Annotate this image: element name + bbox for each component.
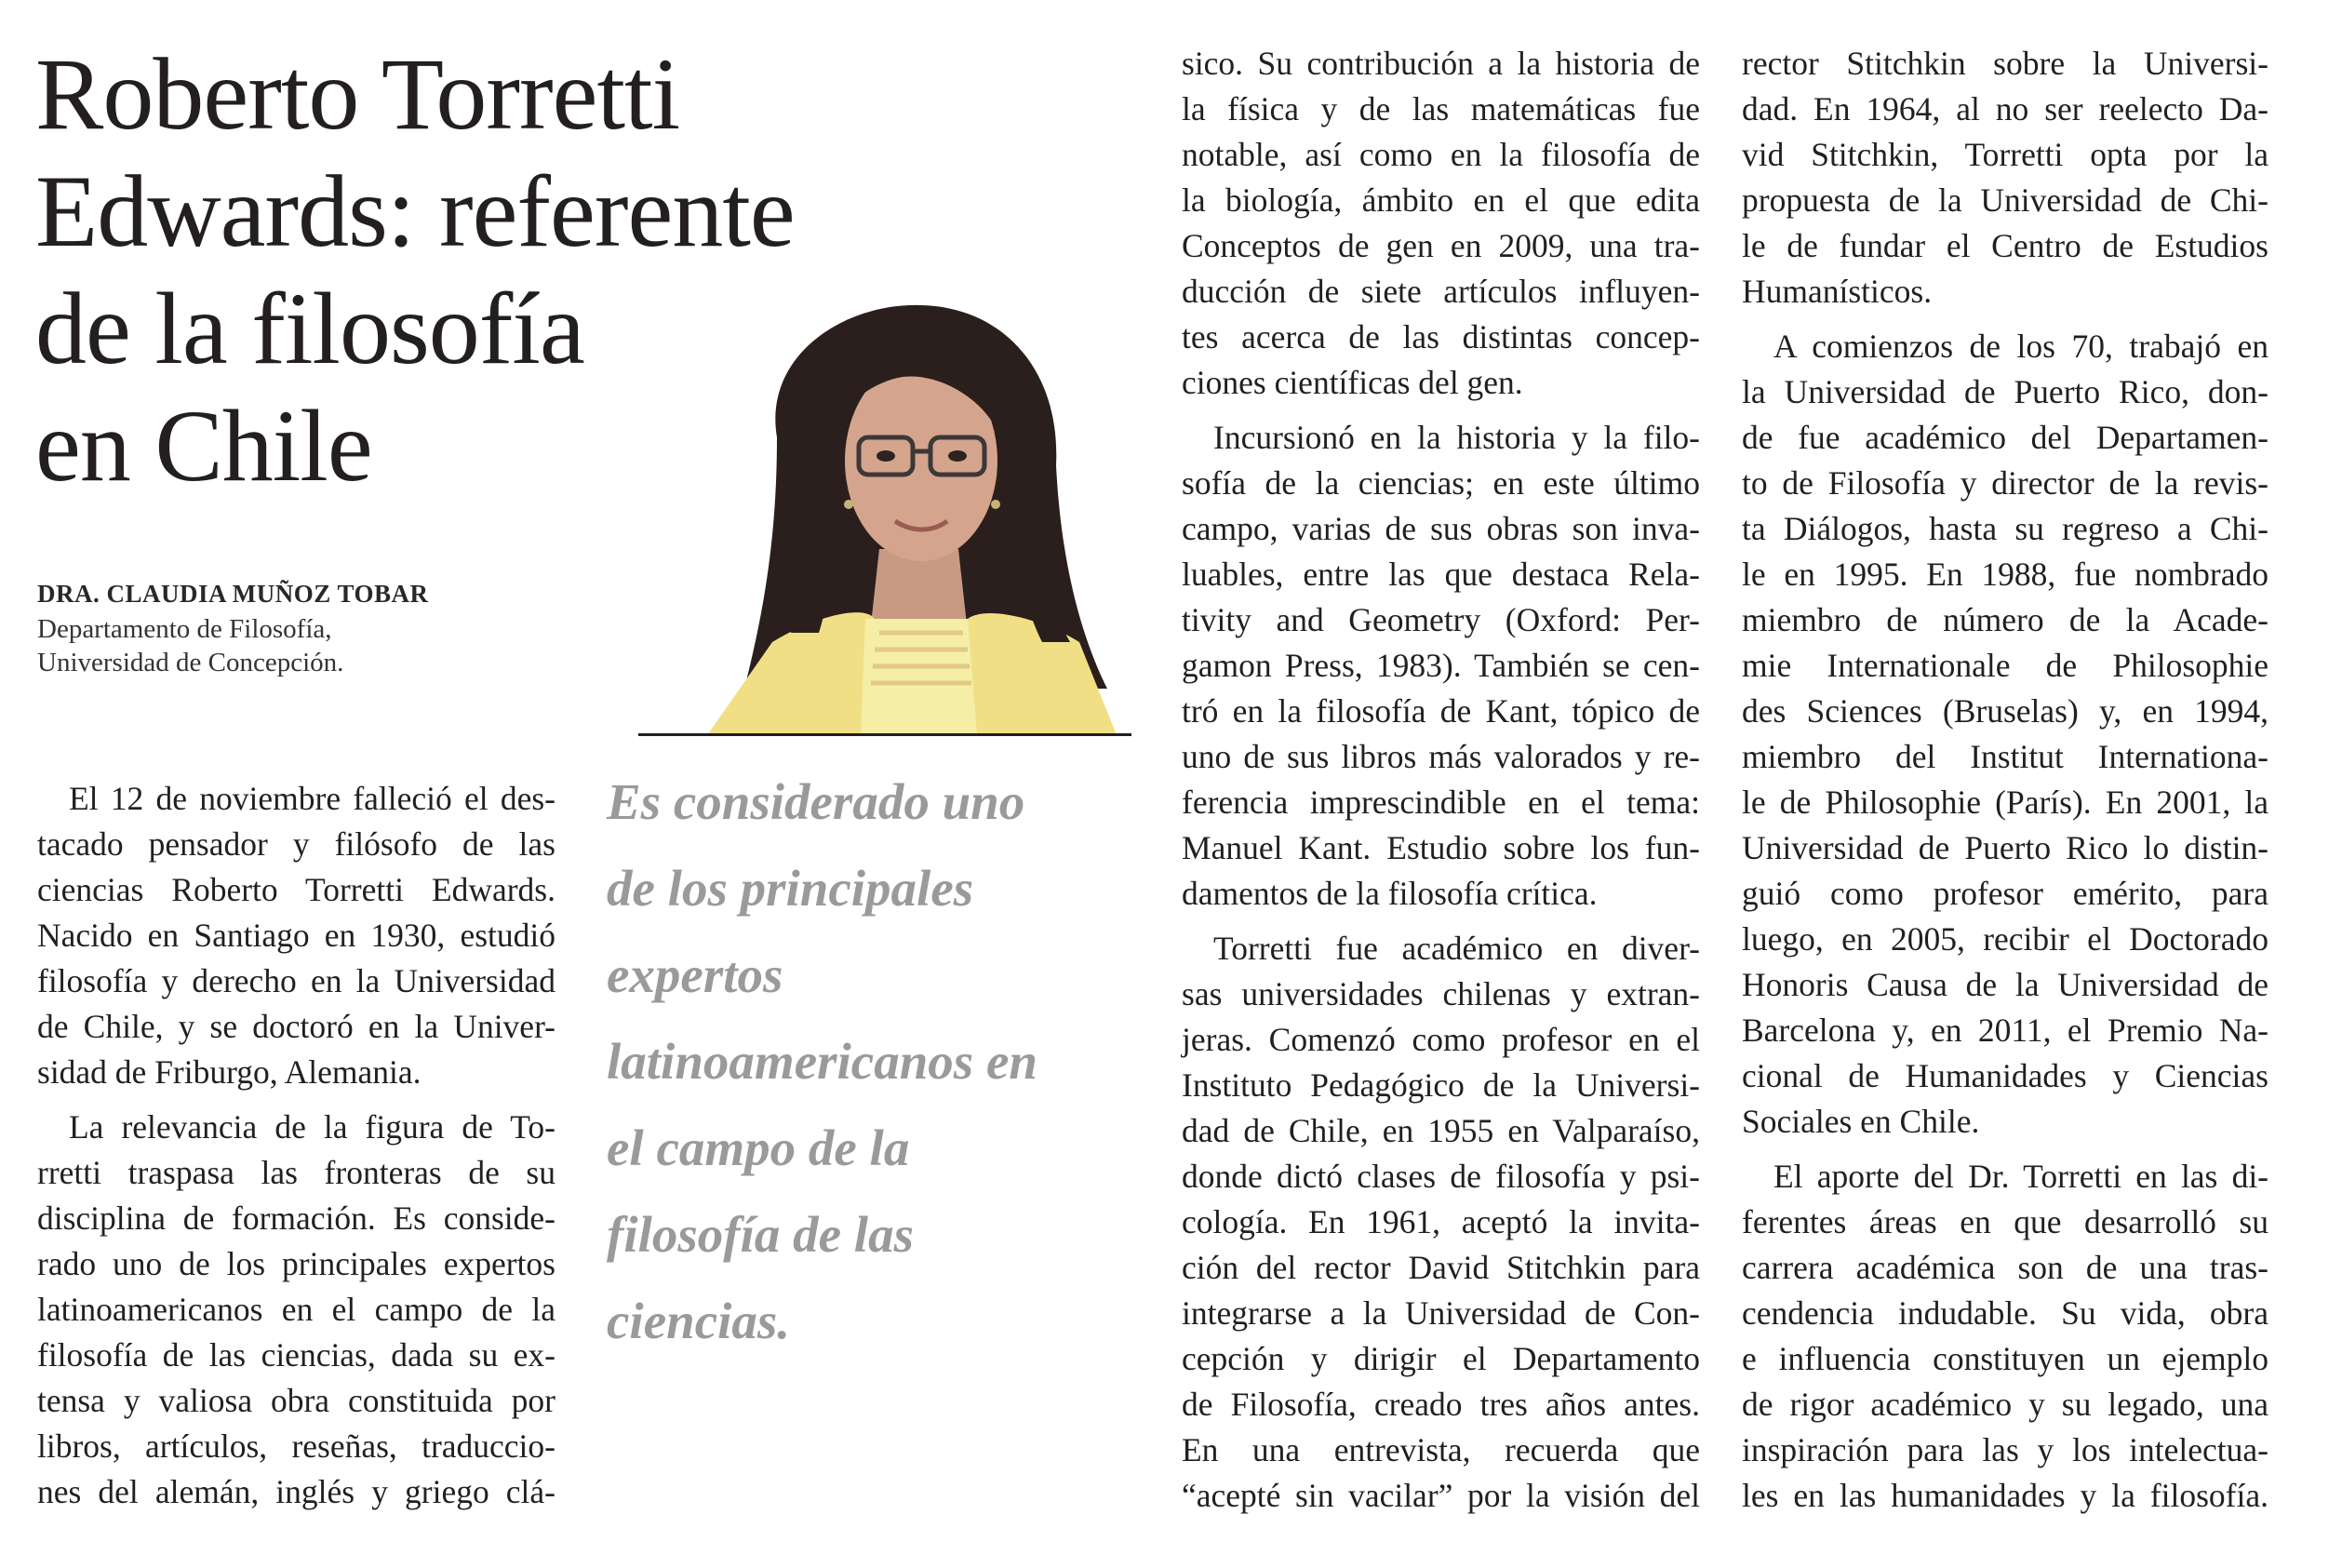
text-line: sofía de la ciencias; en este último [1182, 464, 1700, 502]
text-line: integrarse a la Universidad de Con- [1182, 1294, 1700, 1332]
text-line: ducción de siete artículos influyen- [1182, 273, 1700, 310]
text-line: rector Stitchkin sobre la Universi- [1742, 45, 2268, 82]
article-column-1 [37, 776, 555, 1515]
text-line: En una entrevista, recuerda que [1182, 1431, 1700, 1468]
text-line: rado uno de los principales expertos [37, 1245, 555, 1282]
text-line: El aporte del Dr. Torretti en las di- [1773, 1158, 2268, 1195]
author-name: DRA. CLAUDIA MUÑOZ TOBAR [37, 580, 429, 608]
text-line: carrera académica son de una tras- [1742, 1249, 2268, 1286]
text-line: rretti traspasa las fronteras de su [37, 1154, 555, 1191]
article-column-3 [1742, 41, 2268, 1519]
pull-quote-line: de los principales [607, 860, 974, 917]
text-line: gamon Press, 1983). También se cen- [1182, 647, 1700, 684]
text-line: propuesta de la Universidad de Chi- [1742, 181, 2268, 219]
text-line: latinoamericanos en el campo de la [37, 1291, 555, 1328]
text-line: campo, varias de sus obras son inva- [1182, 510, 1700, 547]
portrait-illustration [689, 298, 1135, 735]
text-line: les en las humanidades y la filosofía. [1742, 1477, 2268, 1514]
text-line: ta Diálogos, hasta su regreso a Chi- [1742, 510, 2268, 547]
text-line: Conceptos de gen en 2009, una tra- [1182, 227, 1700, 264]
text-line: Manuel Kant. Estudio sobre los fun- [1182, 829, 1700, 866]
article-column-2 [1182, 41, 1700, 1519]
text-line: Universidad de Puerto Rico lo distin- [1742, 829, 2268, 866]
text-line: des Sciences (Bruselas) y, en 1994, [1742, 692, 2268, 730]
text-line: filosofía de las ciencias, dada su ex- [37, 1336, 555, 1374]
text-line: jeras. Comenzó como profesor en el [1182, 1021, 1700, 1058]
text-line: guió como profesor emérito, para [1742, 875, 2268, 912]
text-line: donde dictó clases de filosofía y psi- [1182, 1158, 1700, 1195]
text-line: filosofía y derecho en la Universidad [37, 962, 555, 999]
pull-quote-line: el campo de la [607, 1119, 910, 1176]
text-line: Nacido en Santiago en 1930, estudió [37, 917, 555, 954]
byline [37, 575, 633, 679]
text-line: tes acerca de las distintas concep- [1182, 318, 1700, 355]
text-line: la biología, ámbito en el que edita [1182, 181, 1700, 219]
text-line: ferencia imprescindible en el tema: [1182, 784, 1700, 821]
text-line: sas universidades chilenas y extran- [1182, 975, 1700, 1012]
text-line: dad. En 1964, al no ser reelecto Da- [1742, 90, 2268, 127]
text-line: vid Stitchkin, Torretti opta por la [1742, 136, 2268, 173]
text-line: de fue académico del Departamen- [1742, 419, 2268, 456]
text-line: uno de sus libros más valorados y re- [1182, 738, 1700, 775]
text-line: El 12 de noviembre falleció el des- [69, 780, 555, 817]
pull-quote [607, 758, 1128, 1364]
text-line: Torretti fue académico en diver- [1213, 930, 1700, 967]
text-line: de Filosofía, creado tres años antes. [1182, 1386, 1700, 1423]
text-line: “acepté sin vacilar” por la visión del [1182, 1477, 1700, 1514]
text-line: Sociales en Chile. [1742, 1103, 1980, 1140]
text-line: la física y de las matemáticas fue [1182, 90, 1700, 127]
text-line: notable, así como en la filosofía de [1182, 136, 1700, 173]
text-line: Honoris Causa de la Universidad de [1742, 966, 2268, 1003]
text-line: mie Internationale de Philosophie [1742, 647, 2268, 684]
author-affiliation-line: Departamento de Filosofía, [37, 614, 332, 644]
text-line: sico. Su contribución a la historia de [1182, 45, 1700, 82]
text-line: ción del rector David Stitchkin para [1182, 1249, 1700, 1286]
text-line: ciencias Roberto Torretti Edwards. [37, 871, 555, 908]
text-line: cional de Humanidades y Ciencias [1742, 1057, 2268, 1094]
pull-quote-line: Es considerado uno [607, 773, 1025, 830]
text-line: libros, artículos, reseñas, traduccio- [37, 1427, 555, 1465]
pull-quote-line: filosofía de las [607, 1206, 914, 1263]
text-line: nes del alemán, inglés y griego clá- [37, 1473, 555, 1510]
text-line: miembro de número de la Acade- [1742, 601, 2268, 638]
text-line: Instituto Pedagógico de la Universi- [1182, 1066, 1700, 1104]
pull-quote-line: latinoamericanos en [607, 1033, 1037, 1090]
text-line: tensa y valiosa obra constituida por [37, 1382, 555, 1419]
headline-line: Roberto Torretti [35, 37, 680, 151]
headline-line: en Chile [35, 389, 372, 503]
text-line: disciplina de formación. Es conside- [37, 1199, 555, 1237]
photo-divider-rule [638, 733, 1131, 736]
text-line: to de Filosofía y director de la revis- [1742, 464, 2268, 502]
text-line: Barcelona y, en 2011, el Premio Na- [1742, 1012, 2268, 1049]
author-portrait-photo [689, 298, 1135, 735]
text-line: ciones científicas del gen. [1182, 364, 1523, 401]
text-line: le de Philosophie (París). En 2001, la [1742, 784, 2268, 821]
text-line: damentos de la filosofía crítica. [1182, 875, 1598, 912]
text-line: dad de Chile, en 1955 en Valparaíso, [1182, 1112, 1700, 1149]
text-line: miembro del Institut Internationa- [1742, 738, 2268, 775]
text-line: le de fundar el Centro de Estudios [1742, 227, 2268, 264]
text-line: de Chile, y se doctoró en la Univer- [37, 1008, 555, 1045]
text-line: luego, en 2005, recibir el Doctorado [1742, 920, 2268, 958]
text-line: cepción y dirigir el Departamento [1182, 1340, 1700, 1377]
pull-quote-line: ciencias. [607, 1293, 791, 1349]
text-line: la Universidad de Puerto Rico, don- [1742, 373, 2268, 410]
text-line: le en 1995. En 1988, fue nombrado [1742, 556, 2268, 593]
text-line: e influencia constituyen un ejemplo [1742, 1340, 2268, 1377]
text-line: Humanísticos. [1742, 273, 1933, 310]
text-line: ferentes áreas en que desarrolló su [1742, 1203, 2268, 1240]
text-line: luables, entre las que destaca Rela- [1182, 556, 1700, 593]
text-line: A comienzos de los 70, trabajó en [1773, 328, 2268, 365]
text-line: La relevancia de la figura de To- [69, 1108, 555, 1146]
text-line: sidad de Friburgo, Alemania. [37, 1053, 422, 1091]
pull-quote-line: expertos [607, 946, 783, 1003]
text-line: tivity and Geometry (Oxford: Per- [1182, 601, 1700, 638]
author-affiliation-line: Universidad de Concepción. [37, 648, 344, 677]
text-line: cología. En 1961, aceptó la invita- [1182, 1203, 1700, 1240]
text-line: Incursionó en la historia y la filo- [1213, 419, 1700, 456]
text-line: de rigor académico y su legado, una [1742, 1386, 2268, 1423]
headline-line: Edwards: referente [35, 154, 795, 268]
text-line: inspiración para las y los intelectua- [1742, 1431, 2268, 1468]
headline-line: de la filosofía [35, 272, 584, 385]
text-line: tró en la filosofía de Kant, tópico de [1182, 692, 1700, 730]
text-line: tacado pensador y filósofo de las [37, 825, 555, 863]
text-line: cendencia indudable. Su vida, obra [1742, 1294, 2268, 1332]
